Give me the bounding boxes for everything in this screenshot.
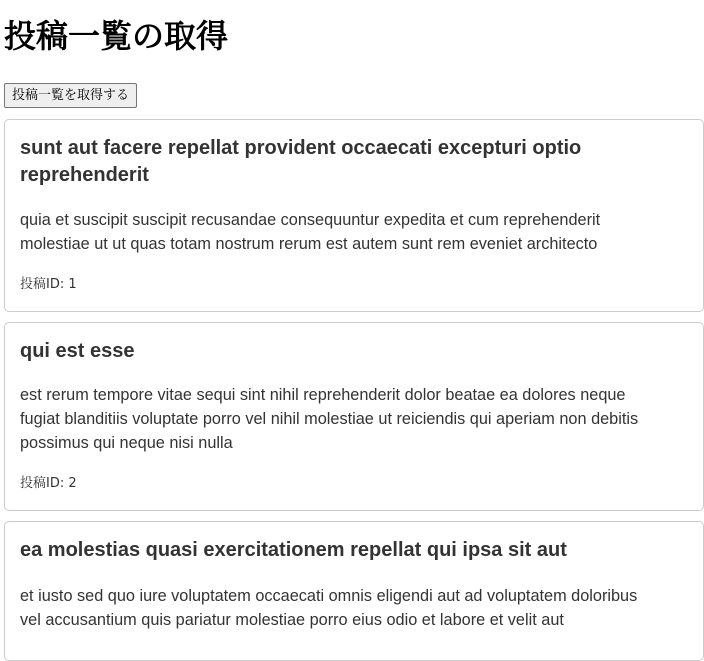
post-title-line: qui est esse [20,340,135,362]
post-body-line: fugiat blanditiis voluptate porro vel nihil molestiae ut reiciendis qui aperiam non debitis [20,410,639,428]
post-body [20,383,638,455]
post-card [4,119,704,312]
fetch-posts-button[interactable]: 投稿一覧を取得する [4,83,137,108]
post-id: 投稿ID: 1 [20,277,77,292]
post-title-line: sunt aut facere repellat provident occaecati excepturi optio [20,137,582,159]
post-body-line: est rerum tempore vitae sequi sint nihil reprehenderit dolor beatae ea dolores neque [20,386,626,404]
page-title: 投稿一覧の取得 [4,17,229,55]
post-title [20,537,567,564]
post-body-line: et iusto sed quo iure voluptatem occaecati omnis eligendi aut ad voluptatem doloribus [20,587,638,605]
post-title [20,135,581,189]
post-card [4,521,704,661]
post-title [20,338,135,365]
post-body [20,584,637,632]
post-id: 投稿ID: 2 [20,476,77,491]
post-body-line: molestiae ut ut quas totam nostrum rerum est autem sunt rem eveniet architecto [20,235,598,253]
post-body-line: quia et suscipit suscipit recusandae consequuntur expedita et cum reprehenderit [20,211,601,229]
post-body-line: vel accusantium quis pariatur molestiae porro eius odio et labore et velit aut [20,611,564,629]
post-title-line: reprehenderit [20,164,149,186]
post-body [20,208,600,256]
post-card [4,322,704,511]
post-title-line: ea molestias quasi exercitationem repellat qui ipsa sit aut [20,539,567,561]
post-body-line: possimus qui neque nisi nulla [20,434,233,452]
